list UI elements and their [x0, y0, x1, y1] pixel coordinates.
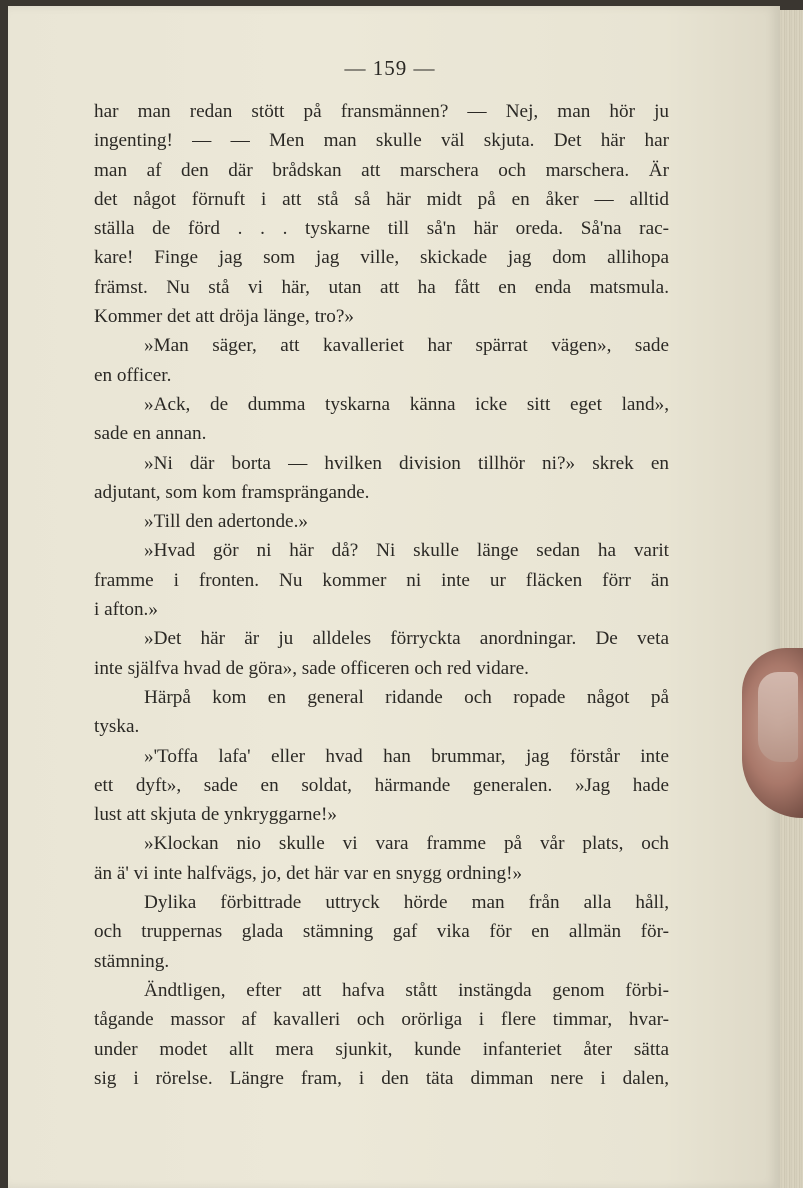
text-line: främst. Nu stå vi här, utan att ha fått en enda matsmula. — [94, 276, 669, 298]
text-line: tågande massor af kavalleri och orörliga i flere timmar, hvar- — [94, 1009, 669, 1031]
page-number: — 159 — — [344, 56, 436, 80]
text-line: lust att skjuta de ynkryggarne!» — [94, 804, 337, 826]
text-line: Dylika förbittrade uttryck hörde man från alla håll, — [144, 892, 669, 914]
text-line: Härpå kom en general ridande och ropade något på — [144, 686, 669, 708]
text-line: under modet allt mera sjunkit, kunde infanteriet åter sätta — [94, 1038, 669, 1060]
text-line: tyska. — [94, 716, 140, 738]
text-line: Kommer det att dröja länge, tro?» — [94, 306, 355, 328]
thumbnail-image — [758, 672, 798, 762]
body-text — [94, 97, 669, 1093]
text-line: »Det här är ju alldeles förryckta anordningar. De veta — [144, 628, 669, 650]
text-line: inte själfva hvad de göra», sade officeren och red vidare. — [94, 657, 529, 679]
text-line: »Ni där borta — hvilken division tillhör ni?» skrek en — [144, 452, 669, 474]
text-line: stämning. — [94, 950, 170, 972]
text-line: »'Toffa lafa' eller hvad han brummar, jag förstår inte — [144, 745, 669, 767]
text-line: i afton.» — [94, 599, 158, 621]
text-line: en officer. — [94, 364, 172, 386]
text-line: »Klockan nio skulle vi vara framme på vår plats, och — [144, 833, 669, 855]
text-line: man af den där brådskan att marschera och marschera. Är — [94, 159, 669, 181]
text-line: ställa de förd . . . tyskarne till så'n här oreda. Så'na rac- — [94, 218, 669, 240]
text-line: än ä' vi inte halfvägs, jo, det här var en snygg ordning!» — [94, 862, 523, 884]
text-line: Ändtligen, efter att hafva stått instängda genom förbi- — [144, 979, 669, 1001]
text-line: »Ack, de dumma tyskarna känna icke sitt eget land», — [144, 393, 669, 415]
text-line: adjutant, som kom framsprängande. — [94, 481, 370, 503]
text-line: »Till den adertonde.» — [144, 511, 308, 533]
text-line: och truppernas glada stämning gaf vika för en allmän för- — [94, 921, 669, 943]
text-line: sig i rörelse. Längre fram, i den täta dimman nere i dalen, — [94, 1067, 669, 1089]
text-line: det något förnuft i att stå så här midt på en åker — alltid — [94, 188, 669, 210]
text-line: framme i fronten. Nu kommer ni inte ur fläcken förr än — [94, 569, 669, 591]
text-line: »Man säger, att kavalleriet har spärrat vägen», sade — [144, 335, 669, 357]
text-line: sade en annan. — [94, 423, 207, 445]
text-line: har man redan stött på fransmännen? — Nej, man hör ju — [94, 101, 669, 122]
text-line: ingenting! — — Men man skulle väl skjuta. Det här har — [94, 130, 669, 152]
text-line: kare! Finge jag som jag ville, skickade jag dom allihopa — [94, 247, 669, 269]
text-line: ett dyft», sade en soldat, härmande generalen. »Jag hade — [94, 774, 669, 796]
page-edge-stack — [780, 10, 803, 1188]
text-line: »Hvad gör ni här då? Ni skulle länge sedan ha varit — [144, 540, 669, 562]
